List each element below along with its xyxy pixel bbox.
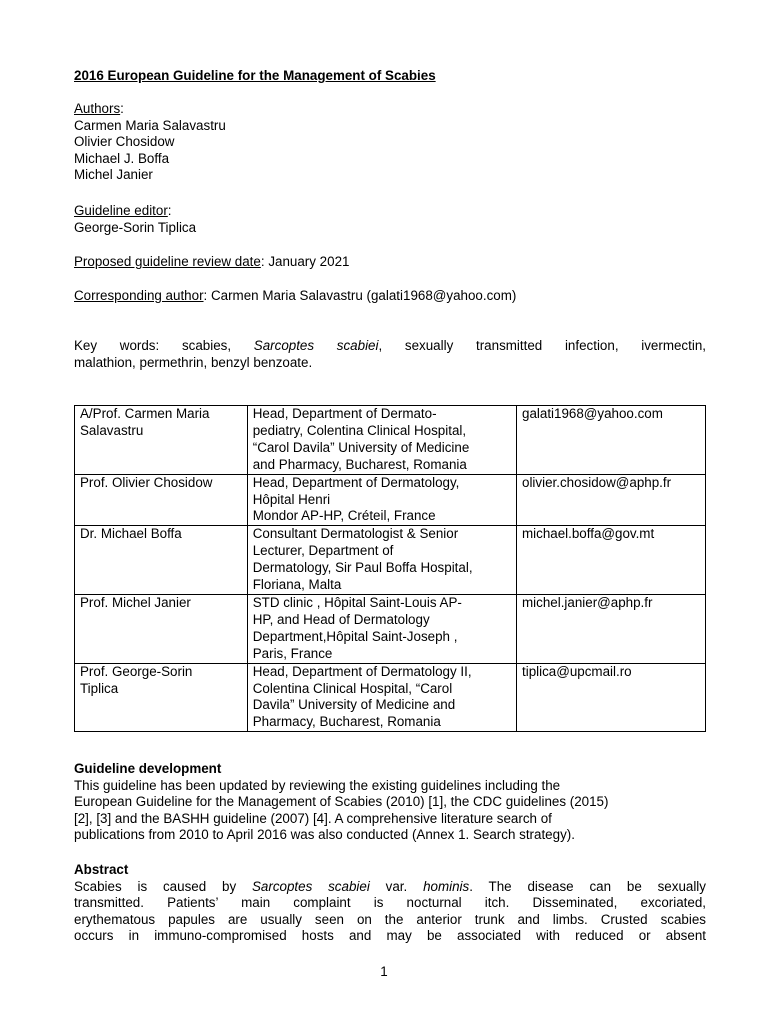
affiliation-cell-line: Head, Department of Dermatology, xyxy=(252,474,460,490)
corresponding-value: Carmen Maria Salavastru (galati1968@yahoo.com) xyxy=(210,288,517,303)
guideline-development-section xyxy=(74,761,706,844)
paragraph-line: transmitted. Patients’ main complaint is nocturnal itch. Disseminated, excoriated, xyxy=(74,895,706,910)
table-row xyxy=(75,526,706,595)
editor-label: Guideline editor xyxy=(74,203,168,218)
email-cell: galati1968@yahoo.com xyxy=(517,406,706,475)
table-row xyxy=(75,663,706,732)
review-date: Proposed guideline review date: January 2021 xyxy=(74,254,350,269)
affiliation-cell xyxy=(247,474,516,526)
table-row xyxy=(75,474,706,526)
affiliation-cell-line: Paris, France xyxy=(252,645,333,661)
affiliation-cell-line: and Pharmacy, Bucharest, Romania xyxy=(252,456,467,472)
abstract-section xyxy=(74,862,706,945)
affiliation-cell xyxy=(247,663,516,732)
table-row xyxy=(75,594,706,663)
person-name-cell-line: Prof. George-Sorin xyxy=(80,663,193,679)
affiliation-cell-line: Hôpital Henri xyxy=(252,491,331,507)
person-name-cell xyxy=(75,406,248,475)
email-cell: olivier.chosidow@aphp.fr xyxy=(517,474,706,526)
email-cell: tiplica@upcmail.ro xyxy=(517,663,706,732)
affiliation-cell xyxy=(247,406,516,475)
person-name-cell xyxy=(75,663,248,732)
paragraph-line: European Guideline for the Management of Scabies (2010) [1], the CDC guidelines (2015) xyxy=(74,794,609,809)
affiliation-cell-line: “Carol Davila” University of Medicine xyxy=(252,439,470,455)
person-name-cell xyxy=(75,594,248,663)
section-heading: Abstract xyxy=(74,862,129,877)
affiliation-cell-line: Dermatology, Sir Paul Boffa Hospital, xyxy=(252,560,473,576)
affiliation-cell-line: Colentina Clinical Hospital, “Carol xyxy=(252,680,453,696)
person-name-cell xyxy=(75,474,248,526)
person-name-cell-line: Dr. Michael Boffa xyxy=(80,526,182,542)
affiliation-cell-line: STD clinic , Hôpital Saint-Louis AP- xyxy=(252,594,462,610)
person-name-cell-line: A/Prof. Carmen Maria xyxy=(80,406,210,421)
document-title: 2016 European Guideline for the Management of Scabies xyxy=(74,68,436,83)
affiliation-cell-line: Mondor AP-HP, Créteil, France xyxy=(252,508,436,524)
keywords-line-1: Key words: scabies, Sarcoptes scabiei, sexually transmitted infection, ivermectin, xyxy=(74,338,706,353)
table-row xyxy=(75,406,706,475)
section-heading: Guideline development xyxy=(74,761,222,776)
corresponding-label: Corresponding author xyxy=(74,288,204,303)
person-name-cell-line: Tiplica xyxy=(80,680,119,696)
review-value: January 2021 xyxy=(268,254,350,269)
authors-section: Authors: Carmen Maria Salavastru Olivier Chosidow Michael J. Boffa Michel Janier xyxy=(74,101,706,184)
affiliation-cell-line: pediatry, Colentina Clinical Hospital, xyxy=(252,422,467,438)
affiliation-cell-line: Head, Department of Dermatology II, xyxy=(252,663,472,679)
paragraph-line: erythematous papules are usually seen on the anterior trunk and limbs. Crusted scabies xyxy=(74,911,706,927)
paragraph-line: Scabies is caused by Sarcoptes scabiei var. hominis. The disease can be sexually xyxy=(74,878,706,894)
keywords-line-2: malathion, permethrin, benzyl benzoate. xyxy=(74,354,313,370)
author-affiliation-table xyxy=(74,405,706,732)
author-name: Olivier Chosidow xyxy=(74,134,175,149)
author-name: Michael J. Boffa xyxy=(74,150,170,166)
person-name-cell-line: Prof. Michel Janier xyxy=(80,594,191,610)
paragraph-line: occurs in immuno-compromised hosts and may be associated with reduced or absent xyxy=(74,928,706,943)
paragraph-line: This guideline has been updated by reviewing the existing guidelines including the xyxy=(74,777,561,793)
affiliation-cell xyxy=(247,526,516,595)
affiliation-cell-line: Davila” University of Medicine and xyxy=(252,697,456,713)
affiliation-cell-line: Consultant Dermatologist & Senior xyxy=(252,526,459,542)
editor-section: Guideline editor: George-Sorin Tiplica xyxy=(74,203,706,236)
corresponding-author: Corresponding author: Carmen Maria Salavastru (galati1968@yahoo.com) xyxy=(74,288,517,303)
affiliation-cell-line: HP, and Head of Dermatology xyxy=(252,611,430,627)
affiliation-cell-line: Pharmacy, Bucharest, Romania xyxy=(252,714,441,730)
paragraph-line: [2], [3] and the BASHH guideline (2007) [4]. A comprehensive literature search of xyxy=(74,810,552,826)
page-number: 1 xyxy=(380,964,388,979)
affiliation-cell-line: Lecturer, Department of xyxy=(252,543,394,559)
keywords xyxy=(74,338,706,371)
review-label: Proposed guideline review date xyxy=(74,254,261,269)
affiliation-cell-line: Department,Hôpital Saint-Joseph , xyxy=(252,628,458,644)
email-cell: michel.janier@aphp.fr xyxy=(517,594,706,663)
author-name: Michel Janier xyxy=(74,167,153,182)
person-name-cell-line: Prof. Olivier Chosidow xyxy=(80,474,213,490)
affiliation-cell xyxy=(247,594,516,663)
author-name: Carmen Maria Salavastru xyxy=(74,117,226,133)
affiliation-cell-line: Head, Department of Dermato- xyxy=(252,406,437,421)
person-name-cell-line: Salavastru xyxy=(80,422,144,438)
editor-name: George-Sorin Tiplica xyxy=(74,219,197,235)
affiliation-cell-line: Floriana, Malta xyxy=(252,577,342,593)
email-cell: michael.boffa@gov.mt xyxy=(517,526,706,595)
authors-label: Authors xyxy=(74,101,121,116)
person-name-cell xyxy=(75,526,248,595)
paragraph-line: publications from 2010 to April 2016 was also conducted (Annex 1. Search strategy). xyxy=(74,827,575,842)
